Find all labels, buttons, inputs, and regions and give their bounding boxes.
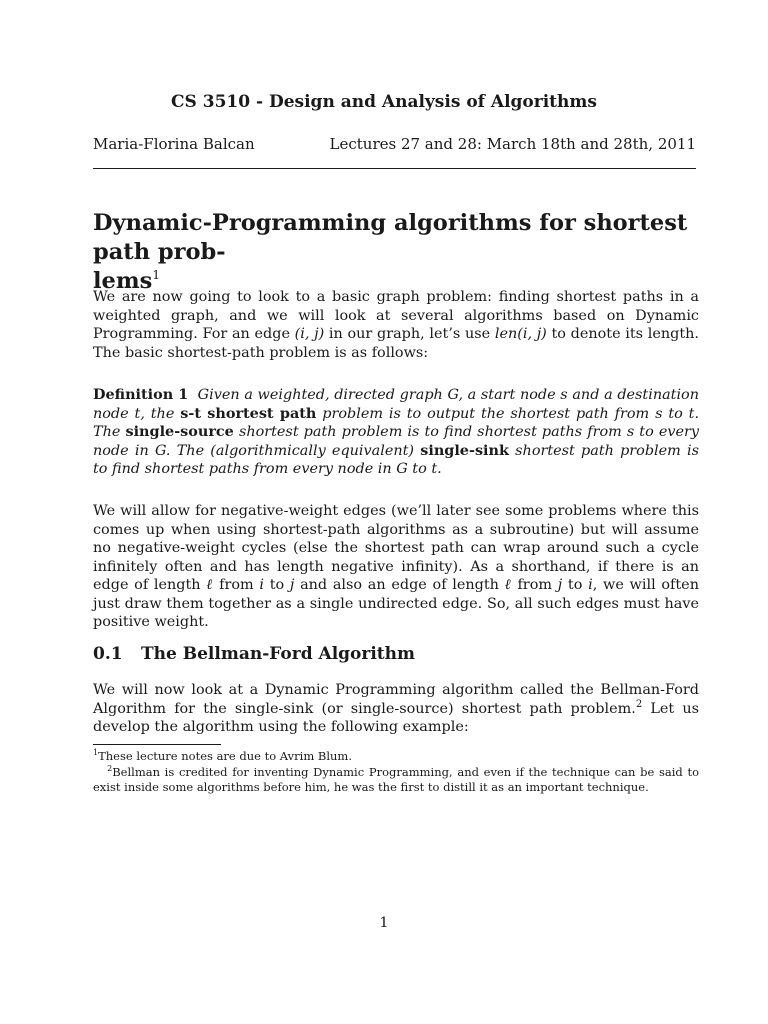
definition-text-4: shortest path problem is to find shortest paths from every node in G to t. bbox=[93, 442, 700, 477]
definition-text-2: problem is to output the shortest path from s to t. The bbox=[93, 405, 700, 440]
bf-footnote-mark: 2 bbox=[635, 698, 643, 710]
lecture-info: Lectures 27 and 28: March 18th and 28th, 2011 bbox=[329, 135, 696, 153]
neg-text-4: and also an edge of length bbox=[294, 577, 505, 593]
neg-text-7: , we will often just draw them together as a single undirected edge. So, all such edges must have positive weight. bbox=[93, 577, 699, 630]
neg-text-6: to bbox=[562, 577, 589, 593]
definition-term-single-source: single-source bbox=[125, 423, 234, 440]
header-rule bbox=[93, 168, 696, 169]
title-line-2: lems bbox=[93, 268, 153, 294]
intro-math-len: len(i, j) bbox=[494, 326, 547, 342]
definition-term-single-sink: single-sink bbox=[420, 441, 509, 459]
section-title: The Bellman-Ford Algorithm bbox=[141, 644, 415, 664]
neg-math-ell-2: ℓ bbox=[504, 577, 512, 593]
definition-paragraph bbox=[93, 386, 699, 479]
bf-text-2: Let us develop the algorithm using the following example: bbox=[93, 700, 699, 735]
page-number: 1 bbox=[379, 915, 389, 931]
bf-text-1: We will now look at a Dynamic Programming algorithm called the Bellman-Ford Algorithm for the single-sink (or single-source) shortest path problem. bbox=[93, 682, 699, 717]
course-title: CS 3510 - Design and Analysis of Algorithms bbox=[171, 92, 597, 112]
intro-text-1: We are now going to look to a basic graph problem: finding shortest paths in a weighted graph, and we will look at several algorithms based on Dynamic Programming. For an edge bbox=[93, 289, 699, 342]
definition-term-st: s-t shortest path bbox=[180, 404, 317, 422]
intro-text-2: in our graph, let’s use bbox=[324, 326, 495, 342]
footnote-rule bbox=[93, 744, 221, 745]
negative-edges-paragraph bbox=[93, 502, 699, 632]
section-heading bbox=[93, 644, 415, 664]
intro-text-3: to denote its length. The basic shortest-path problem is as follows: bbox=[93, 326, 699, 361]
title-footnote-mark: 1 bbox=[152, 268, 160, 282]
title-line-1: Dynamic-Programming algorithms for shortest path prob- bbox=[93, 210, 688, 265]
author-name: Maria-Florina Balcan bbox=[93, 135, 255, 153]
footnote-2-mark: 2 bbox=[107, 764, 113, 773]
neg-text-3: to bbox=[263, 577, 290, 593]
paper-title bbox=[93, 209, 701, 296]
footnote-1 bbox=[93, 749, 699, 764]
intro-paragraph bbox=[93, 288, 699, 362]
bellman-ford-paragraph bbox=[93, 681, 699, 737]
definition-text-3: shortest path problem is to find shortest paths from s to every node in G. The (algorithmically equivalent) bbox=[93, 424, 700, 459]
footnote-2-text: Bellman is credited for inventing Dynamic Programming, and even if the technique can be said to exist inside some algorithms before him, he was the first to distill it as an important technique. bbox=[93, 765, 699, 794]
section-number: 0.1 bbox=[93, 644, 123, 664]
neg-text-5: from bbox=[511, 577, 558, 593]
footnote-1-text: These lecture notes are due to Avrim Blum. bbox=[98, 749, 352, 763]
neg-math-j-2: j bbox=[557, 577, 563, 593]
intro-math-ij: (i, j) bbox=[294, 326, 325, 342]
neg-text-2: from bbox=[213, 577, 260, 593]
footnote-1-mark: 1 bbox=[93, 748, 99, 757]
neg-math-i-1: i bbox=[259, 577, 264, 593]
neg-math-ell-1: ℓ bbox=[206, 577, 214, 593]
neg-text-1: We will allow for negative-weight edges (we’ll later see some problems where this comes up when using shortest-path algorithms as a subroutine) but will assume no negative-weight cycles (else the shortest path can wrap around such a cycle infinitely often and has length negative infinity). As a shorthand, if there is an edge of length bbox=[93, 503, 699, 593]
definition-label: Definition 1 bbox=[93, 386, 189, 403]
footnote-2 bbox=[93, 765, 699, 795]
neg-math-j-1: j bbox=[289, 577, 295, 593]
neg-math-i-2: i bbox=[588, 577, 593, 593]
definition-text-1: Given a weighted, directed graph G, a start node s and a destination node t, the bbox=[93, 387, 699, 422]
